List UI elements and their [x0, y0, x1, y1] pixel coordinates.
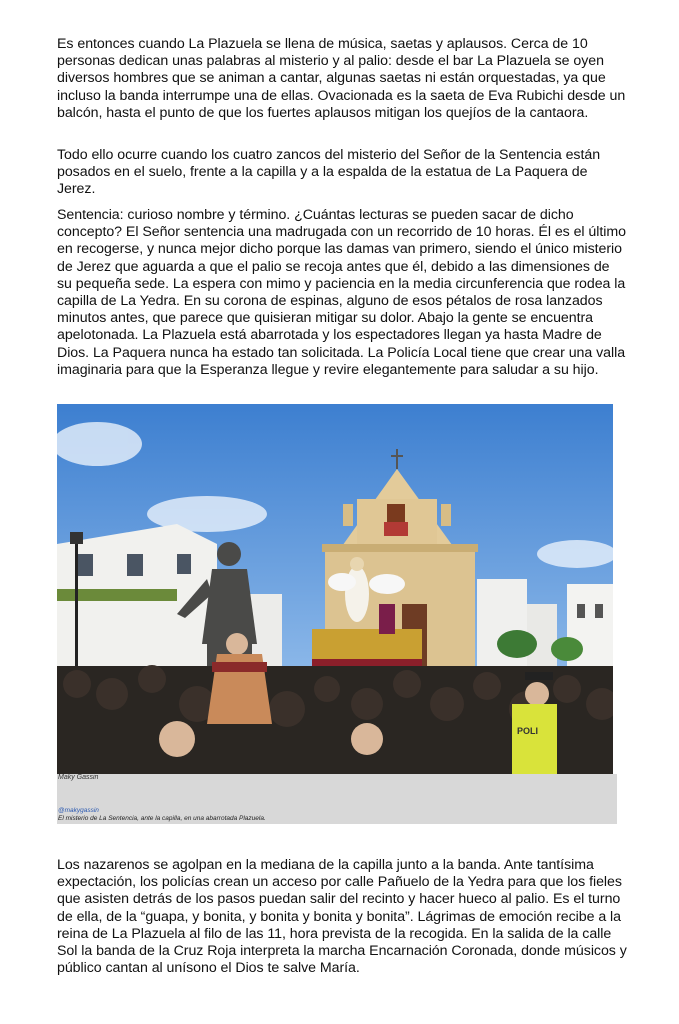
photographer-handle[interactable]: @makygassin	[58, 807, 99, 814]
caption-box	[57, 774, 617, 824]
paragraph-1: Es entonces cuando La Plazuela se llena de música, saetas y aplausos. Cerca de 10 personas dedican unas palabras al misterio y al palio: desde el bar La Plazuela se oyen diversos hombres que se animan a cantar, algunas saetas ni están orquestadas, ya que incluso la banda interrumpe una de ellas. Ovacionada es la saeta de Eva Rubichi desde un balcón, hasta el punto de que los fuertes aplausos mitigan los quejíos de la cantaora.	[57, 36, 626, 121]
photo-caption: El misterio de La Sentencia, ante la capilla, en una abarrotada Plazuela.	[58, 815, 266, 822]
paragraph-3: Sentencia: curioso nombre y término. ¿Cuántas lecturas se pueden sacar de dicho concepto? El Señor sentencia una madrugada con un recorrido de 10 horas. Él es el último en recogerse, y nunca mejor dicho porque las damas van primero, siendo el único misterio de Jerez que aguarda a que el palio se recoja antes que él, debido a las dimensiones de su pequeña sede. La espera con mimo y paciencia en la media circunferencia que rodea la capilla de La Yedra. En su corona de espinas, alguno de esos pétalos de rosa lanzados minutos antes, que parece que quisieran mitigar su dolor. Abajo la gente se encuentra apelotonada. La Plazuela está abarrotada y los espectadores llegan ya hasta Madre de Dios. La Paquera nunca ha estado tan solicitada. La Policía Local tiene que crear una valla imaginaria para que la Esperanza llegue y revire elegantemente para saludar a su hijo.	[57, 207, 626, 378]
procession-photo	[57, 404, 613, 774]
photo-credit: Maky Gassin	[58, 774, 99, 781]
paragraph-2: Todo ello ocurre cuando los cuatro zancos del misterio del Señor de la Sentencia están posados en el suelo, frente a la capilla y a la espalda de la estatua de La Paquera de Jerez.	[57, 147, 601, 198]
police-vest-text: POLI	[517, 726, 539, 736]
paragraph-4: Los nazarenos se agolpan en la mediana de la capilla junto a la banda. Ante tantísima expectación, los policías crean un acceso por calle Pañuelo de la Yedra para que los fieles que asisten detrás de los pasos puedan salir del recinto y hacer hueco al palio. Es el turno de ella, de la “guapa, y bonita, y bonita y bonita y bonita”. Lágrimas de emoción recibe a la reina de La Plazuela al filo de las 11, hora prevista de la recogida. En la salida de la calle Sol la banda de la Cruz Roja interpreta la marcha Encarnación Coronada, donde músicos y público cantan al unísono el Dios te salve María.	[57, 857, 627, 977]
procession-illustration	[57, 404, 613, 774]
